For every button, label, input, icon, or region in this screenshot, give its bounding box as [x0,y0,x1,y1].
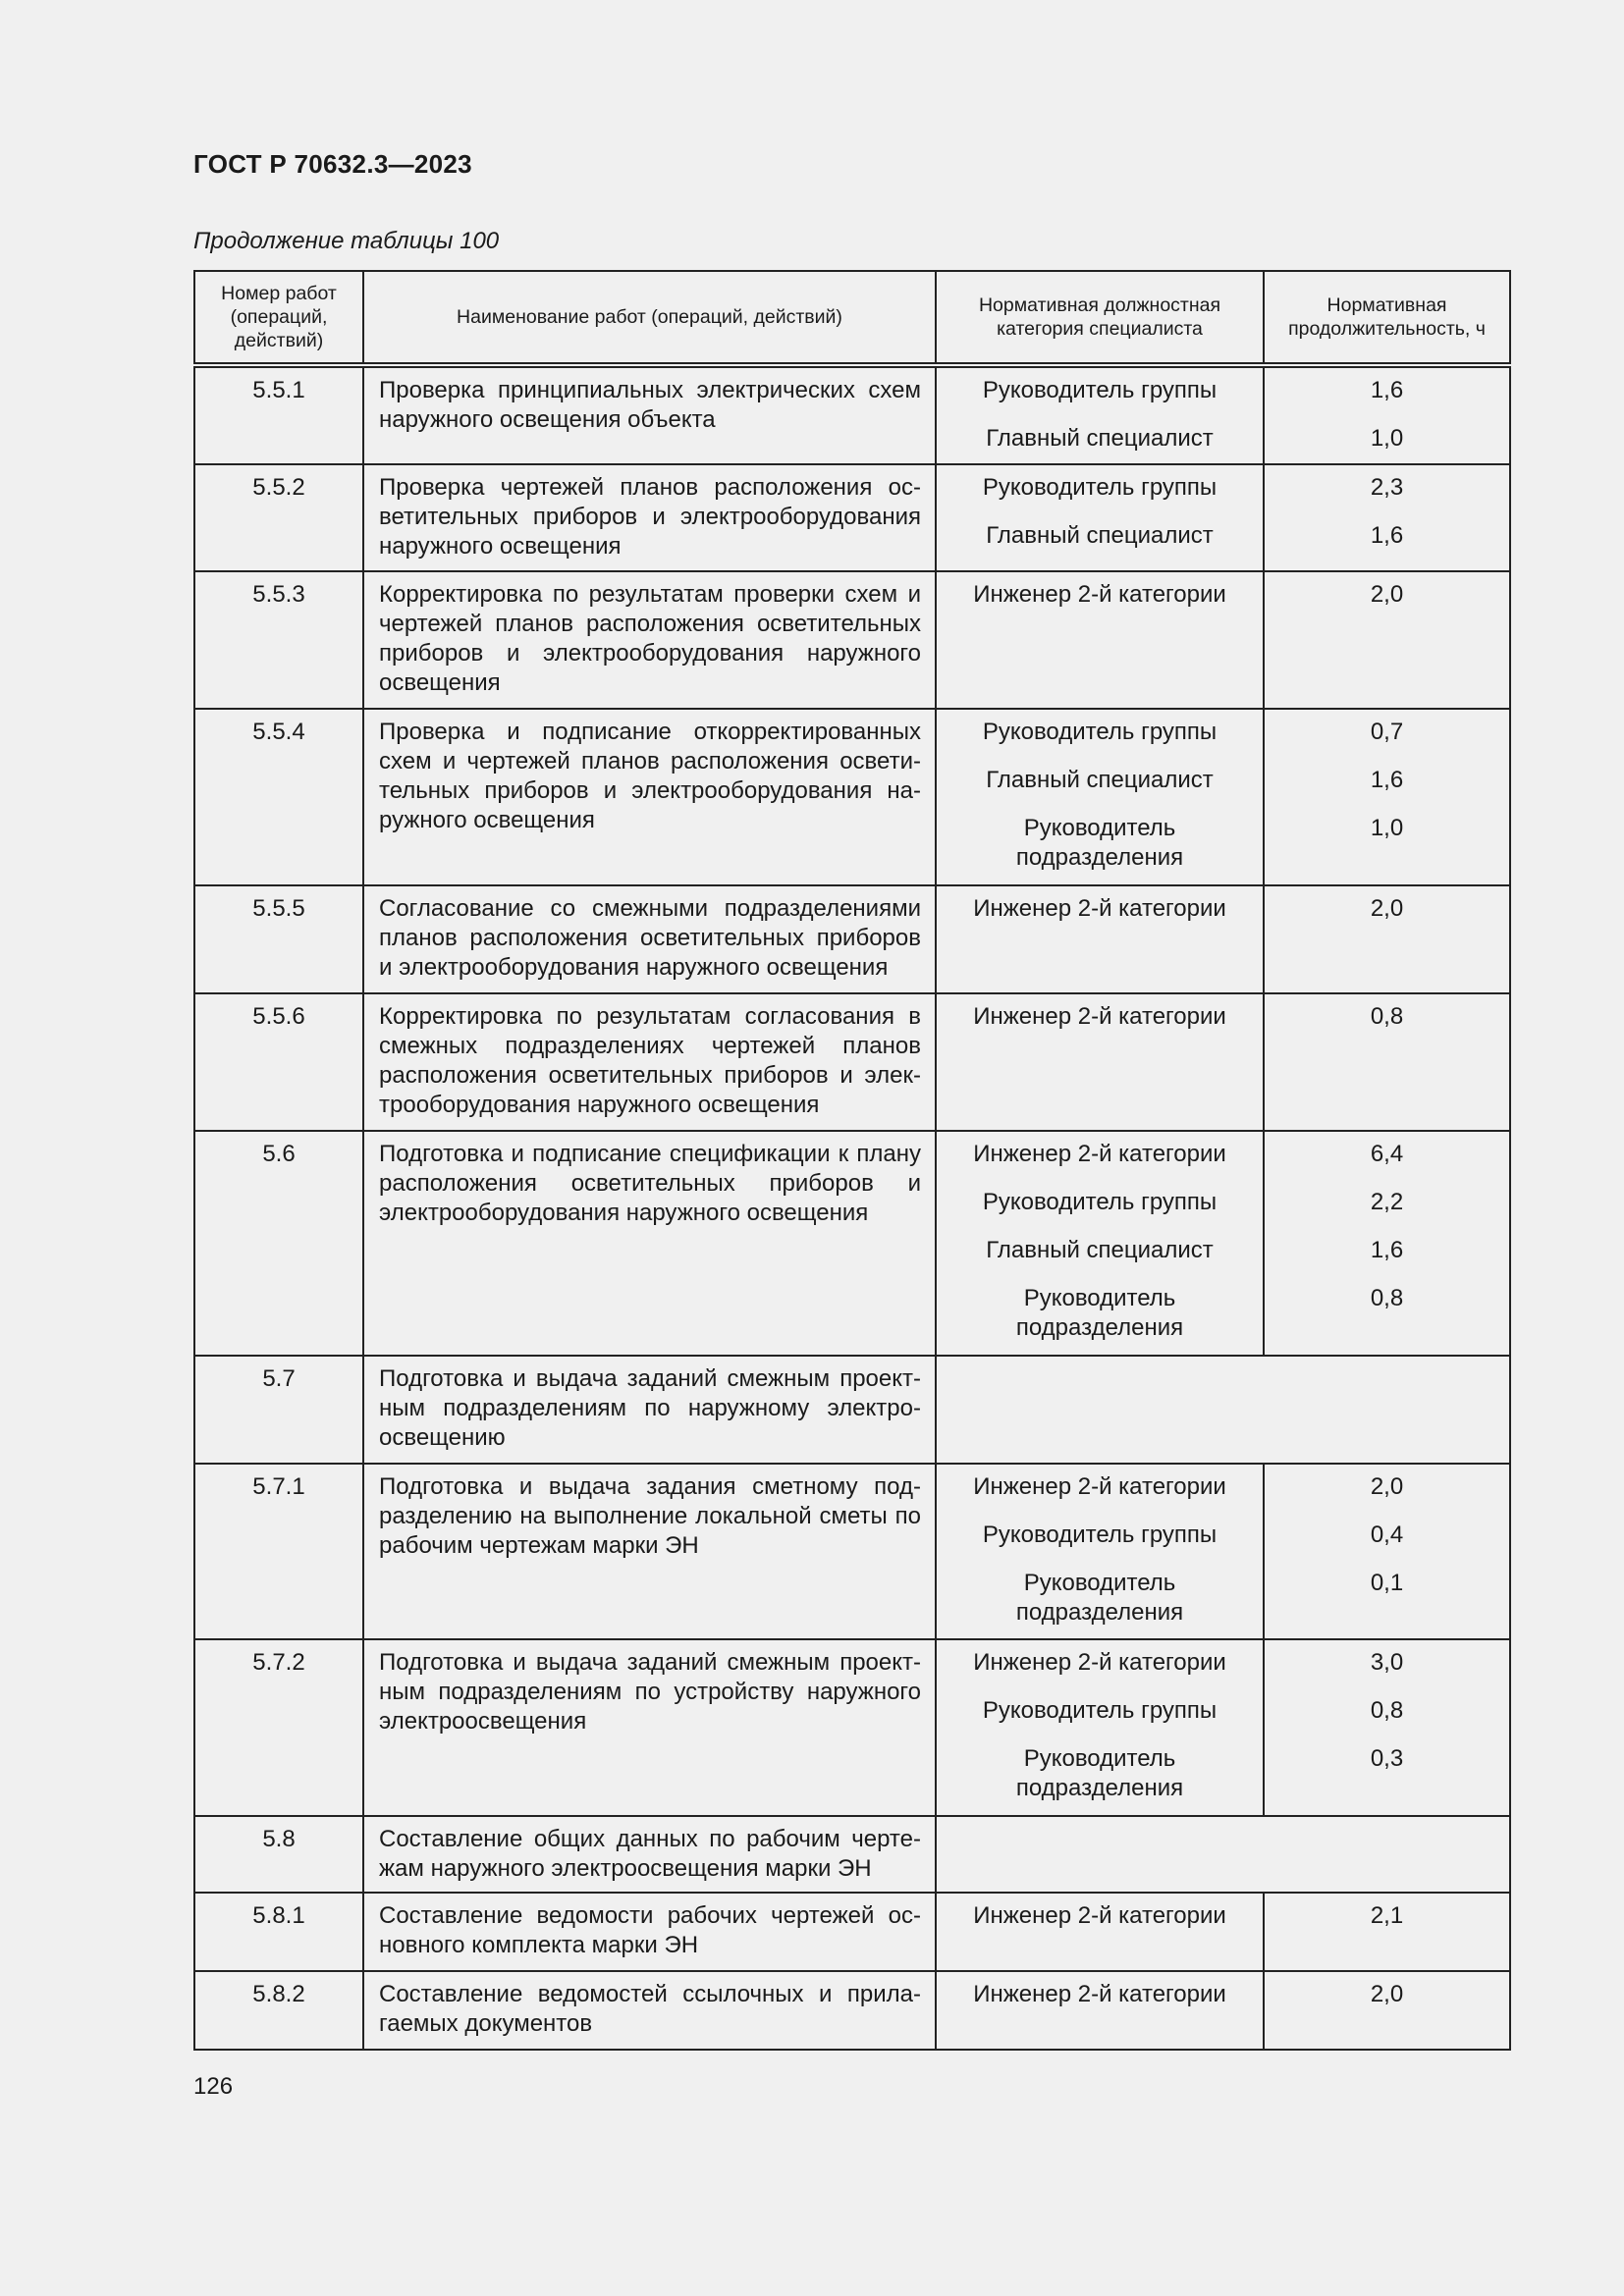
specialist-category: Руководитель группы [982,719,1218,745]
column-header-category: Нормативная должностная категория специалиста [936,271,1264,365]
specialist-category: Инженер 2-й категории [973,1473,1226,1500]
work-name [363,1356,936,1464]
duration-cell [1264,464,1510,571]
specialist-category: Инженер 2-й категории [973,1141,1226,1167]
table-row [194,1356,1510,1464]
work-norms-table [193,270,1511,2051]
specialist-category: Инженер 2-й категории [973,581,1226,608]
table-caption: Продолжение таблицы 100 [193,228,500,254]
work-number: 5.5.4 [194,709,363,885]
table-row [194,464,1510,571]
specialist-category: Главный специалист [986,1237,1214,1263]
duration-value: 1,0 [1370,815,1404,841]
work-number: 5.8 [194,1816,363,1893]
work-number: 5.7.2 [194,1639,363,1816]
work-number: 5.5.3 [194,571,363,709]
work-number: 5.7 [194,1356,363,1464]
work-name-text: Подготовка и подписание спецификации к плану расположения осветительных приборов и электрооборудования наружного освещения [379,1141,921,1226]
table-row [194,709,1510,885]
duration-cell [1264,1639,1510,1816]
duration-cell [1264,571,1510,709]
specialist-category-cell [936,885,1264,993]
work-name-text: Корректировка по результатам проверки схем и чертежей планов расположения осветительных приборов и электрооборудования наружного освещения [379,581,921,696]
work-name [363,1131,936,1356]
work-number: 5.8.2 [194,1971,363,2050]
specialist-category: Руководитель подразделения [1015,815,1184,871]
specialist-category: Руководитель подразделения [1015,1570,1184,1626]
column-header-number: Номер работ (операций, действий) [194,271,363,365]
column-header-name: Наименование работ (операций, действий) [363,271,936,365]
duration-value: 1,6 [1370,377,1404,403]
work-name [363,1971,936,2050]
specialist-category: Руководитель подразделения [1015,1285,1184,1341]
duration-value: 2,3 [1370,474,1404,501]
specialist-category: Руководитель группы [982,1522,1218,1548]
duration-cell [1264,993,1510,1131]
duration-value: 2,1 [1370,1902,1404,1929]
work-name [363,1639,936,1816]
table-row [194,1464,1510,1639]
duration-value: 1,6 [1370,1237,1404,1263]
specialist-category-cell [936,709,1264,885]
specialist-category: Руководитель группы [982,474,1218,501]
duration-cell [1264,1893,1510,1971]
work-name-text: Согласование со смежными подразделениями планов расположения осветительных приборов и электрооборудования наружного освещения [379,895,921,981]
work-name-text: Проверка чертежей планов расположения осветительных приборов и электрооборудования наружного освещения [379,474,921,560]
work-name-text: Проверка принципиальных электрических схем наружного освещения объекта [379,377,921,433]
specialist-category: Инженер 2-й категории [973,1981,1226,2007]
specialist-category-cell [936,464,1264,571]
duration-value: 1,6 [1370,767,1404,793]
table-row [194,1971,1510,2050]
duration-value: 0,1 [1370,1570,1404,1596]
duration-value: 0,8 [1370,1003,1404,1030]
work-name-text: Составление ведомости рабочих чертежей основного комплекта марки ЭН [379,1902,921,1958]
table-row [194,365,1510,464]
work-name-text: Подготовка и выдача заданий смежным проектным подразделениям по устройству наружного электроосвещения [379,1649,921,1735]
duration-value: 2,0 [1370,1981,1404,2007]
specialist-category: Руководитель подразделения [1015,1745,1184,1801]
work-name [363,1893,936,1971]
duration-value: 6,4 [1370,1141,1404,1167]
work-name-text: Подготовка и выдача заданий смежным проектным подразделениям по наружному электроосвещению [379,1365,921,1451]
work-name [363,571,936,709]
duration-cell [1264,1131,1510,1356]
work-number: 5.6 [194,1131,363,1356]
duration-value: 0,3 [1370,1745,1404,1772]
specialist-category: Руководитель группы [982,377,1218,403]
work-number: 5.5.6 [194,993,363,1131]
specialist-category-cell [936,1639,1264,1816]
work-number: 5.8.1 [194,1893,363,1971]
duration-value: 3,0 [1370,1649,1404,1676]
specialist-category: Инженер 2-й категории [973,895,1226,922]
duration-value: 2,0 [1370,895,1404,922]
specialist-category-cell [936,1464,1264,1639]
specialist-category-cell [936,993,1264,1131]
merged-empty-cell [936,1816,1510,1893]
table-row [194,885,1510,993]
work-name [363,885,936,993]
duration-cell [1264,885,1510,993]
duration-value: 2,2 [1370,1189,1404,1215]
duration-value: 0,8 [1370,1697,1404,1724]
merged-empty-cell [936,1356,1510,1464]
duration-cell [1264,709,1510,885]
work-name [363,1816,936,1893]
table-row [194,1893,1510,1971]
document-title: ГОСТ Р 70632.3—2023 [193,149,472,179]
specialist-category: Руководитель группы [982,1697,1218,1724]
duration-cell [1264,1971,1510,2050]
work-name-text: Составление ведомостей ссылочных и прилагаемых документов [379,1981,921,2037]
work-name-text: Подготовка и выдача задания сметному подразделению на выполнение локальной сметы по рабочим чертежам марки ЭН [379,1473,921,1559]
table-body [194,365,1510,2050]
specialist-category-cell [936,571,1264,709]
specialist-category-cell [936,1971,1264,2050]
page-number: 126 [193,2073,234,2100]
specialist-category: Главный специалист [986,522,1214,549]
work-number: 5.7.1 [194,1464,363,1639]
duration-value: 2,0 [1370,1473,1404,1500]
column-header-duration: Нормативная продолжительность, ч [1264,271,1510,365]
work-number: 5.5.5 [194,885,363,993]
duration-value: 0,7 [1370,719,1404,745]
duration-value: 0,4 [1370,1522,1404,1548]
work-name [363,365,936,464]
specialist-category: Инженер 2-й категории [973,1003,1226,1030]
work-name-text: Составление общих данных по рабочим чертежам наружного электроосвещения марки ЭН [379,1826,921,1882]
duration-cell [1264,1464,1510,1639]
work-name [363,1464,936,1639]
specialist-category: Главный специалист [986,767,1214,793]
work-name [363,709,936,885]
specialist-category-cell [936,1893,1264,1971]
work-number: 5.5.2 [194,464,363,571]
work-name-text: Проверка и подписание откорректированных схем и чертежей планов расположения осветительных приборов и электрооборудования наружного освещения [379,719,921,833]
duration-cell [1264,365,1510,464]
table-header-row [194,271,1510,365]
duration-value: 1,6 [1370,522,1404,549]
duration-value: 2,0 [1370,581,1404,608]
specialist-category: Главный специалист [986,425,1214,452]
specialist-category-cell [936,1131,1264,1356]
specialist-category: Инженер 2-й категории [973,1902,1226,1929]
work-number: 5.5.1 [194,365,363,464]
work-name [363,464,936,571]
table-row [194,993,1510,1131]
duration-value: 1,0 [1370,425,1404,452]
table-row [194,571,1510,709]
work-name-text: Корректировка по результатам согласования в смежных подразделениях чертежей планов расположения осветительных приборов и электрооборудования наружного освещения [379,1003,921,1118]
work-name [363,993,936,1131]
specialist-category: Инженер 2-й категории [973,1649,1226,1676]
specialist-category-cell [936,365,1264,464]
table-row [194,1816,1510,1893]
table-row [194,1131,1510,1356]
table-row [194,1639,1510,1816]
specialist-category: Руководитель группы [982,1189,1218,1215]
duration-value: 0,8 [1370,1285,1404,1311]
